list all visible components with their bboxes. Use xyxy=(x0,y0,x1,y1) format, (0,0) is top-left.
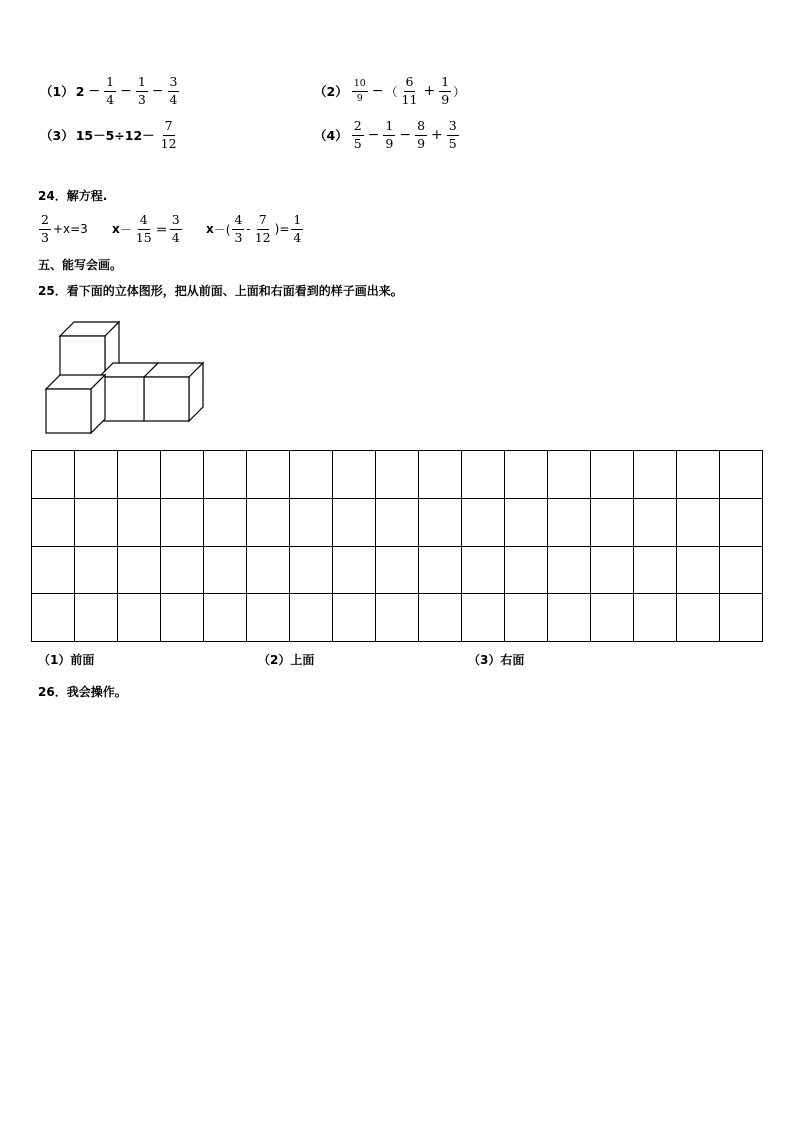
grid-cell[interactable] xyxy=(161,451,204,499)
grid-cell[interactable] xyxy=(419,594,462,642)
equation-1 xyxy=(37,214,88,244)
grid-cell[interactable] xyxy=(376,451,419,499)
grid-cell[interactable] xyxy=(505,498,548,546)
grid-cell[interactable] xyxy=(462,546,505,594)
grid-cell[interactable] xyxy=(462,594,505,642)
grid-cell[interactable] xyxy=(290,594,333,642)
grid-cell[interactable] xyxy=(118,594,161,642)
grid-cell[interactable] xyxy=(290,546,333,594)
grid-cell[interactable] xyxy=(204,594,247,642)
section-5-title: 五、能写会画。 xyxy=(38,258,123,272)
open-paren: （ xyxy=(385,84,398,99)
grid-cell[interactable] xyxy=(118,451,161,499)
grid-row xyxy=(32,498,763,546)
grid-cell[interactable] xyxy=(290,498,333,546)
fraction: $\frac{2}{5}$ xyxy=(353,118,362,151)
grid-cell[interactable] xyxy=(75,546,118,594)
grid-cell[interactable] xyxy=(677,451,720,499)
grid-cell[interactable] xyxy=(505,594,548,642)
grid-cell[interactable] xyxy=(720,451,763,499)
minus-sign: − xyxy=(88,83,101,99)
expression-text: 15－5÷12－ xyxy=(75,128,155,143)
grid-cell[interactable] xyxy=(419,546,462,594)
fraction: $\frac{1}{4}$ xyxy=(293,212,302,245)
plus-sign: + xyxy=(431,127,443,143)
minus-paren: －( xyxy=(213,222,231,237)
fraction: $\frac{7}{12}$ xyxy=(160,118,177,151)
grid-cell[interactable] xyxy=(204,546,247,594)
fraction: $\frac{1}{3}$ xyxy=(137,74,146,107)
grid-cell[interactable] xyxy=(75,451,118,499)
minus-sign: − xyxy=(371,83,384,99)
fraction: $\frac{3}{4}$ xyxy=(169,74,178,107)
grid-cell[interactable] xyxy=(634,594,677,642)
grid-cell[interactable] xyxy=(333,498,376,546)
grid-cell[interactable] xyxy=(118,546,161,594)
grid-cell[interactable] xyxy=(204,451,247,499)
grid-cell[interactable] xyxy=(75,594,118,642)
grid-cell[interactable] xyxy=(32,498,75,546)
minus-sign: － xyxy=(119,222,132,237)
part-label: （3） xyxy=(40,128,74,143)
expression-1 xyxy=(40,76,181,106)
part-label: （4） xyxy=(314,128,348,143)
plus-sign: + xyxy=(423,83,436,99)
grid-cell[interactable] xyxy=(548,546,591,594)
variable-x: x xyxy=(206,222,214,236)
grid-cell[interactable] xyxy=(720,498,763,546)
grid-cell[interactable] xyxy=(591,498,634,546)
variable-x: x xyxy=(112,222,120,236)
equals-sign: ＝ xyxy=(155,222,168,237)
fraction: $\frac{3}{5}$ xyxy=(448,118,457,151)
grid-cell[interactable] xyxy=(118,498,161,546)
grid-cell[interactable] xyxy=(591,546,634,594)
part-label: （2） xyxy=(314,84,348,99)
grid-row xyxy=(32,451,763,499)
grid-cell[interactable] xyxy=(333,546,376,594)
grid-cell[interactable] xyxy=(720,546,763,594)
fraction: $\frac{8}{9}$ xyxy=(417,118,426,151)
grid-cell[interactable] xyxy=(634,451,677,499)
drawing-grid[interactable] xyxy=(31,450,763,642)
label-right: （3）右面 xyxy=(468,653,525,667)
close-paren-equals: )= xyxy=(274,222,290,236)
minus-sign: − xyxy=(399,127,412,143)
fraction: $\frac{6}{11}$ xyxy=(401,74,418,107)
grid-row xyxy=(32,546,763,594)
grid-row xyxy=(32,594,763,642)
equation-2 xyxy=(112,214,184,244)
grid-cell[interactable] xyxy=(333,451,376,499)
grid-cell[interactable] xyxy=(290,451,333,499)
cube-figure xyxy=(40,315,210,440)
question-26-title: 26．我会操作。 xyxy=(38,685,127,699)
fraction: $\frac{1}{4}$ xyxy=(106,74,115,107)
grid-cell[interactable] xyxy=(720,594,763,642)
grid-cell[interactable] xyxy=(376,546,419,594)
grid-cell[interactable] xyxy=(161,546,204,594)
fraction: $\frac{10}{9}$ xyxy=(353,78,366,104)
minus-sign: − xyxy=(367,127,380,143)
expression-4 xyxy=(314,120,461,150)
grid-cell[interactable] xyxy=(462,498,505,546)
grid-cell[interactable] xyxy=(333,594,376,642)
label-top: （2）上面 xyxy=(258,653,315,667)
grid-cell[interactable] xyxy=(548,498,591,546)
part-label: （1） xyxy=(40,84,74,99)
grid-cell[interactable] xyxy=(591,594,634,642)
grid-cell[interactable] xyxy=(247,546,290,594)
expression-3 xyxy=(40,120,181,150)
minus-sign: − xyxy=(120,83,132,99)
fraction: $\frac{2}{3}$ xyxy=(41,212,49,245)
minus-sign: - xyxy=(246,222,251,236)
grid-cell[interactable] xyxy=(505,546,548,594)
grid-cell[interactable] xyxy=(548,451,591,499)
grid-cell[interactable] xyxy=(161,594,204,642)
grid-cell[interactable] xyxy=(591,451,634,499)
grid-cell[interactable] xyxy=(376,594,419,642)
grid-cell[interactable] xyxy=(247,451,290,499)
expression-2 xyxy=(314,76,465,106)
equation-3 xyxy=(206,214,305,244)
grid-cell[interactable] xyxy=(32,546,75,594)
fraction: $\frac{1}{9}$ xyxy=(441,74,450,107)
fraction: $\frac{1}{9}$ xyxy=(385,118,394,151)
label-front: （1）前面 xyxy=(38,653,95,667)
grid-cell[interactable] xyxy=(677,594,720,642)
close-paren: ） xyxy=(453,84,466,99)
grid-cell[interactable] xyxy=(247,594,290,642)
equation-text: +x=3 xyxy=(52,222,88,236)
grid-cell[interactable] xyxy=(161,498,204,546)
fraction: $\frac{4}{3}$ xyxy=(234,212,243,245)
grid-cell[interactable] xyxy=(32,451,75,499)
fraction: $\frac{7}{12}$ xyxy=(254,212,271,245)
minus-sign: − xyxy=(151,83,164,99)
grid-cell[interactable] xyxy=(376,498,419,546)
fraction: $\frac{4}{15}$ xyxy=(135,212,152,245)
fraction: $\frac{3}{4}$ xyxy=(171,212,180,245)
grid-cell[interactable] xyxy=(419,498,462,546)
grid-cell[interactable] xyxy=(548,594,591,642)
grid-cell[interactable] xyxy=(505,451,548,499)
grid-cell[interactable] xyxy=(247,498,290,546)
grid-cell[interactable] xyxy=(32,594,75,642)
question-25-title: 25．看下面的立体图形，把从前面、上面和右面看到的样子画出来。 xyxy=(38,284,403,298)
grid-cell[interactable] xyxy=(634,546,677,594)
grid-cell[interactable] xyxy=(419,451,462,499)
grid-cell[interactable] xyxy=(677,498,720,546)
whole-number: 2 xyxy=(75,83,85,99)
grid-cell[interactable] xyxy=(462,451,505,499)
question-24-title: 24．解方程. xyxy=(38,189,108,203)
grid-cell[interactable] xyxy=(634,498,677,546)
grid-cell[interactable] xyxy=(677,546,720,594)
grid-cell[interactable] xyxy=(75,498,118,546)
grid-cell[interactable] xyxy=(204,498,247,546)
